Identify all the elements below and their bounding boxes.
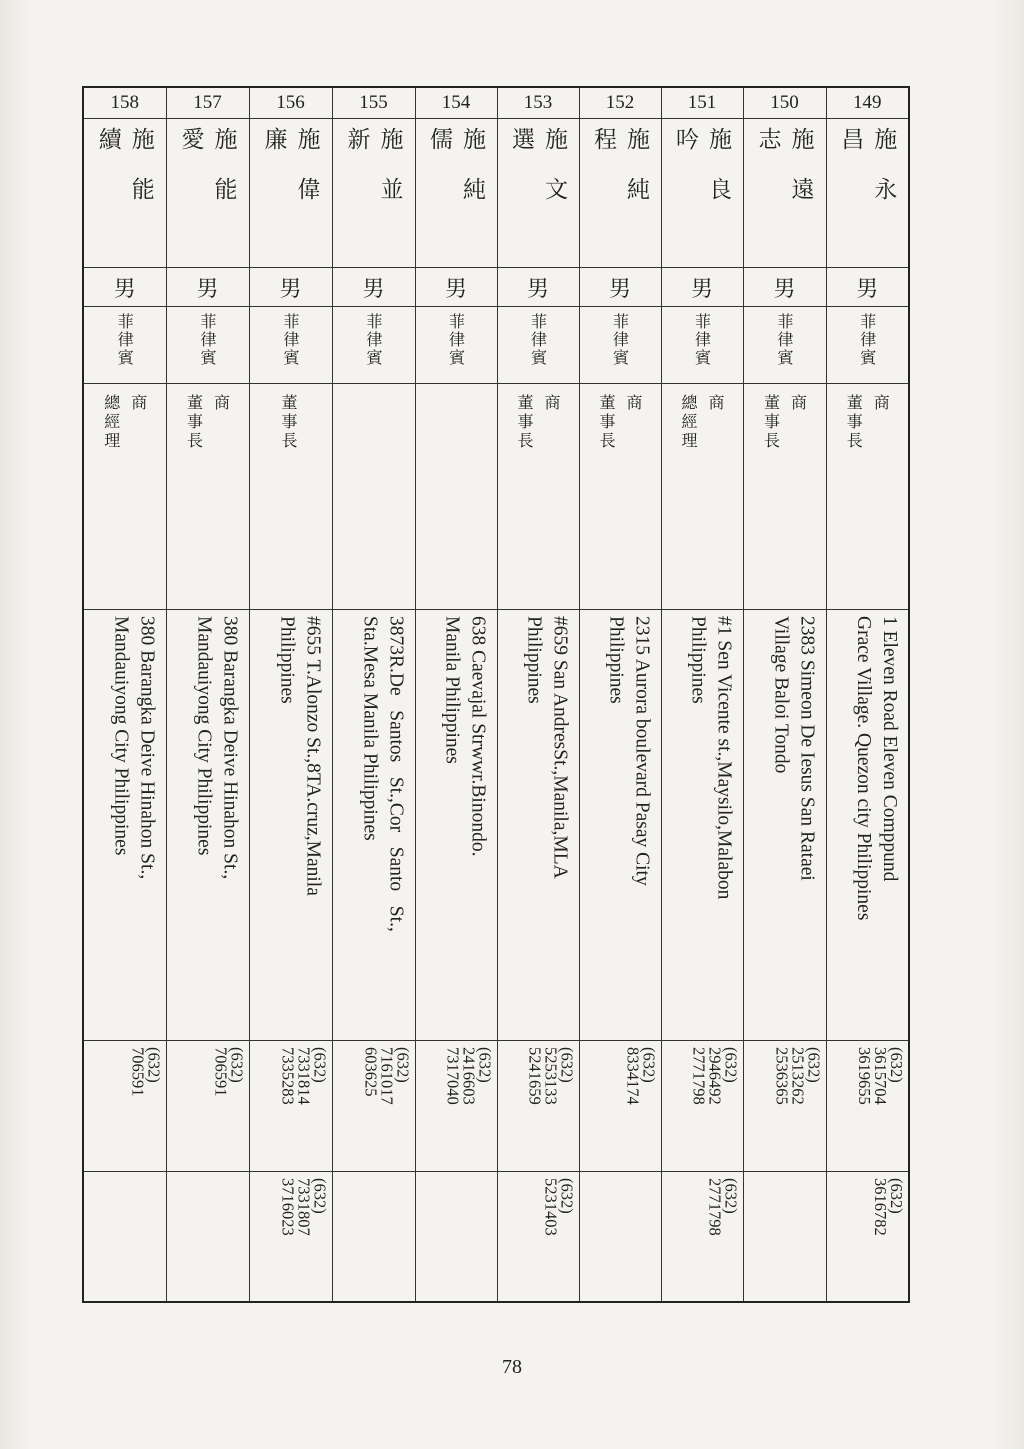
phone-text: (632) 2416603 7317040 [443,1047,495,1105]
address-text: 2315 Aurora boulevard Pasay City Philippines [605,616,653,886]
cell-fax [83,1172,166,1303]
address-text: 380 Barangka Deive Hinahon St., Mandauiyong City Philippines [110,616,158,880]
fax-text: (632) 3616782 [871,1178,906,1236]
cell-sex: 男 [743,268,826,307]
cell-phone [743,1041,826,1172]
cell-nationality: 菲律賓 [166,307,249,384]
cell-address [743,610,826,1041]
cell-address [826,610,909,1041]
cell-fax [332,1172,415,1303]
cell-name [579,119,661,268]
cell-occupation: 董事長 [249,384,332,610]
cell-occupation: 商 總經理 [83,384,166,610]
cell-address [166,610,249,1041]
cell-sex: 男 [332,268,415,307]
address-text: #1 Sen Vicente st.,Maysilo,Malabon Philippines [687,616,735,900]
cell-number: 150 [743,87,826,119]
cell-nationality: 菲律賓 [249,307,332,384]
row-number [83,87,909,119]
cell-address [661,610,743,1041]
row-name [83,119,909,268]
cell-nationality: 菲律賓 [661,307,743,384]
cell-phone [579,1041,661,1172]
cell-sex: 男 [83,268,166,307]
person-name: 施並新 [343,127,403,227]
phone-text: (632) 8334174 [623,1047,659,1105]
cell-sex: 男 [497,268,579,307]
cell-sex: 男 [579,268,661,307]
cell-nationality: 菲律賓 [415,307,497,384]
cell-phone [166,1041,249,1172]
cell-name [249,119,332,268]
cell-nationality: 菲律賓 [83,307,166,384]
phone-text: (632) 706591 [211,1047,247,1097]
address-text: 380 Barangka Deive Hinahon St., Mandauiyong City Philippines [193,616,241,880]
cell-fax [579,1172,661,1303]
address-text: 638 Caevajal Strwwr.Binondo. Manila Philippines [441,616,489,857]
fax-text [241,1172,249,1298]
cell-address [332,610,415,1041]
cell-phone [415,1041,497,1172]
cell-fax [661,1172,743,1303]
cell-phone [497,1041,579,1172]
page-number: 78 [502,1356,522,1378]
fax-text [407,1172,415,1298]
cell-address [83,610,166,1041]
fax-text: (632) 7331807 3716023 [278,1178,330,1236]
fax-text [489,1172,497,1298]
cell-fax [497,1172,579,1303]
cell-fax [743,1172,826,1303]
cell-fax [415,1172,497,1303]
phone-text: (632) 706591 [128,1047,164,1097]
cell-address [579,610,661,1041]
cell-occupation: 商 董事長 [579,384,661,610]
fax-text [653,1172,661,1298]
phone-text: (632) 2513262 2536365 [772,1047,824,1105]
phone-text: (632) 3615704 3619655 [855,1047,906,1105]
cell-address [497,610,579,1041]
cell-occupation: 商 董事長 [743,384,826,610]
cell-number: 154 [415,87,497,119]
row-occupation [83,384,909,610]
cell-number: 153 [497,87,579,119]
person-name: 施遠志 [754,127,814,227]
row-fax [83,1172,909,1303]
cell-sex: 男 [826,268,909,307]
cell-fax [826,1172,909,1303]
address-text: #659 San AndresSt.,Manila,MLA Philippines [523,616,571,879]
row-nationality [83,307,909,384]
cell-phone [332,1041,415,1172]
cell-nationality: 菲律賓 [743,307,826,384]
fax-text: (632) 5231403 [541,1178,577,1236]
fax-text: (632) 2771798 [705,1178,741,1236]
cell-nationality: 菲律賓 [826,307,909,384]
cell-phone [83,1041,166,1172]
cell-phone [661,1041,743,1172]
person-name: 施純程 [590,127,649,227]
cell-number: 157 [166,87,249,119]
cell-name [83,119,166,268]
cell-occupation: 商 董事長 [826,384,909,610]
cell-sex: 男 [249,268,332,307]
person-name: 施能愛 [177,127,237,227]
member-directory-table [82,86,910,1303]
cell-nationality: 菲律賓 [497,307,579,384]
fax-text [158,1172,166,1298]
person-name: 施良吟 [672,127,731,227]
cell-name [661,119,743,268]
person-name: 施永昌 [837,127,897,227]
cell-occupation [415,384,497,610]
cell-name [743,119,826,268]
person-name: 施純儒 [426,127,485,227]
row-sex [83,268,909,307]
phone-text: (632) 2946492 2771798 [689,1047,741,1105]
cell-number: 149 [826,87,909,119]
cell-sex: 男 [415,268,497,307]
cell-address [249,610,332,1041]
person-name: 施文選 [508,127,567,227]
phone-text: (632) 5253133 5241659 [525,1047,577,1105]
cell-fax [166,1172,249,1303]
cell-nationality: 菲律賓 [579,307,661,384]
cell-occupation: 商 董事長 [166,384,249,610]
cell-occupation: 商 總經理 [661,384,743,610]
address-text: 2383 Simeon De Iesus San Rataei Village Baloi Tondo [770,616,818,881]
cell-name [497,119,579,268]
cell-nationality: 菲律賓 [332,307,415,384]
cell-number: 155 [332,87,415,119]
cell-name [332,119,415,268]
person-name: 施偉廉 [260,127,320,227]
cell-number: 151 [661,87,743,119]
fax-text [818,1172,826,1298]
cell-occupation: 商 董事長 [497,384,579,610]
row-address [83,610,909,1041]
phone-text: (632) 7161017 603625 [361,1047,413,1105]
cell-address [415,610,497,1041]
address-text: 3873R.De Santos St.,Cor Santo St., Sta.Mesa Manila Philippines [359,616,407,932]
cell-fax [249,1172,332,1303]
cell-name [415,119,497,268]
cell-phone [249,1041,332,1172]
cell-number: 158 [83,87,166,119]
address-text: #655 T.Alonzo St.,8TA.cruz,Manila Philippines [276,616,324,896]
cell-phone [826,1041,909,1172]
phone-text: (632) 7331814 7335283 [278,1047,330,1105]
cell-sex: 男 [661,268,743,307]
row-phone [83,1041,909,1172]
cell-number: 156 [249,87,332,119]
cell-name [166,119,249,268]
cell-number: 152 [579,87,661,119]
address-text: 1 Eleven Road Eleven Comppund Grace Village. Quezon city Philippines [853,616,900,921]
cell-occupation [332,384,415,610]
cell-sex: 男 [166,268,249,307]
cell-name [826,119,909,268]
person-name: 施能續 [94,127,154,227]
